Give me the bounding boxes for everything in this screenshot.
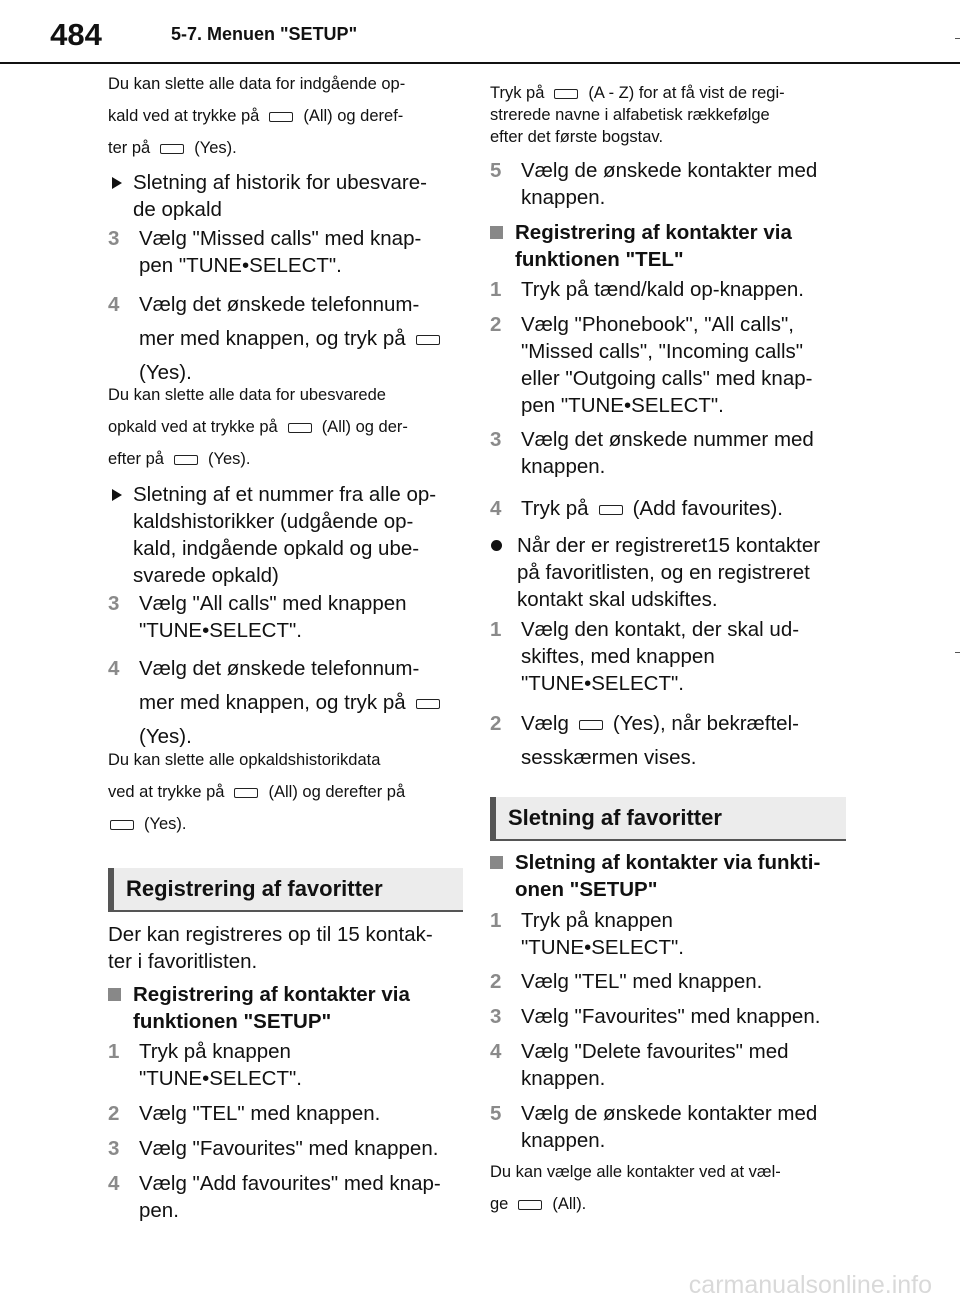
note-outgoing: Du kan slette alle data for indgående op- kald ved at trykke på (All) og deref- ter på (Yes).	[108, 75, 406, 157]
page-header	[0, 0, 960, 64]
subheading-missed-calls: Sletning af historik for ubesvare- de opkald	[108, 169, 463, 223]
header-rule	[0, 62, 960, 64]
dot-bullet-icon	[491, 540, 502, 551]
step-4-delete: 4 Vælg "Delete favourites" med knappen.	[490, 1040, 789, 1090]
page-edge-mark	[955, 38, 960, 39]
step-1-replace: 1 Vælg den kontakt, der skal ud- skiftes, med knappen "TUNE•SELECT".	[490, 618, 800, 695]
subheading-all-histories: Sletning af et nummer fra alle op- kaldshistorikker (udgående op- kald, indgående opkald og ube- svarede opkald)	[108, 481, 463, 589]
step-3-all: 3 Vælg "All calls" med knappen "TUNE•SELECT".	[108, 592, 407, 642]
page-edge-mark	[955, 652, 960, 653]
step-2-tel: 2 Vælg "Phonebook", "All calls", "Missed calls", "Incoming calls" eller "Outgoing calls" med knap- pen "TUNE•SELECT".	[490, 313, 813, 417]
yes-button-icon	[416, 699, 440, 709]
subheading-delete-setup: Sletning af kontakter via funkti- onen "SETUP"	[490, 849, 846, 903]
step-3-missed: 3 Vælg "Missed calls" med knap- pen "TUNE•SELECT".	[108, 227, 422, 277]
yes-button-icon	[579, 720, 603, 730]
step-3-tel: 3 Vælg det ønskede nummer med knappen.	[490, 428, 814, 478]
step-4-all: 4 Vælg det ønskede telefonnum- mer med knappen, og tryk på (Yes).	[108, 652, 463, 754]
note-a-z: Tryk på (A - Z) for at få vist de regi- strerede navne i alfabetisk rækkefølge efter det første bogstav.	[490, 84, 785, 146]
replace-contact-note: Når der er registreret15 kontakter på favoritlisten, og en registreret kontakt skal udskiftes.	[490, 532, 846, 613]
step-1-tel: 1 Tryk på tænd/kald op-knappen.	[490, 278, 804, 301]
step-1-setup: 1 Tryk på knappen "TUNE•SELECT".	[108, 1040, 302, 1090]
heading-register-favourites: Registrering af favoritter	[108, 868, 463, 912]
note-all-histories: Du kan slette alle opkaldshistorikdata ved at trykke på (All) og derefter på (Yes).	[108, 751, 406, 833]
watermark	[0, 1267, 960, 1297]
step-5-delete: 5 Vælg de ønskede kontakter med knappen.	[490, 1102, 818, 1152]
note-missed: Du kan slette alle data for ubesvarede opkald ved at trykke på (All) og der- efter på (Yes).	[108, 386, 408, 468]
yes-button-icon	[160, 144, 184, 154]
all-button-icon	[288, 423, 312, 433]
note-select-all: Du kan vælge alle kontakter ved at væl- ge (All).	[490, 1163, 781, 1213]
a-z-button-icon	[554, 89, 578, 99]
heading-delete-favourites: Sletning af favoritter	[490, 797, 846, 841]
step-1-delete: 1 Tryk på knappen "TUNE•SELECT".	[490, 909, 684, 959]
arrow-bullet-icon	[112, 177, 122, 189]
yes-button-icon	[416, 335, 440, 345]
step-2-setup: 2 Vælg "TEL" med knappen.	[108, 1102, 381, 1125]
watermark-text: carmanualsonline.info	[688, 1271, 932, 1299]
square-bullet-icon	[490, 226, 503, 239]
step-5-select: 5 Vælg de ønskede kontakter med knappen.	[490, 159, 818, 209]
step-2-delete: 2 Vælg "TEL" med knappen.	[490, 970, 763, 993]
yes-button-icon	[174, 455, 198, 465]
square-bullet-icon	[108, 988, 121, 1001]
step-3-delete: 3 Vælg "Favourites" med knappen.	[490, 1005, 821, 1028]
square-bullet-icon	[490, 856, 503, 869]
all-button-icon	[234, 788, 258, 798]
all-button-icon	[269, 112, 293, 122]
arrow-bullet-icon	[112, 489, 122, 501]
step-4-tel: 4 Tryk på (Add favourites).	[490, 497, 783, 520]
page-number: 484	[50, 17, 102, 52]
subheading-setup: Registrering af kontakter via funktionen "SETUP"	[108, 981, 463, 1035]
yes-button-icon	[110, 820, 134, 830]
section-title: 5-7. Menuen "SETUP"	[171, 24, 358, 44]
intro-text: Der kan registreres op til 15 kontak- ter i favoritlisten.	[108, 923, 433, 973]
step-2-replace: 2 Vælg (Yes), når bekræftel- sesskærmen vises.	[490, 712, 799, 769]
step-4-setup: 4 Vælg "Add favourites" med knap- pen.	[108, 1172, 441, 1222]
all-button-icon	[518, 1200, 542, 1210]
step-3-setup: 3 Vælg "Favourites" med knappen.	[108, 1137, 439, 1160]
subheading-tel: Registrering af kontakter via funktionen "TEL"	[490, 219, 846, 273]
add-favourites-button-icon	[599, 505, 623, 515]
step-4-missed: 4 Vælg det ønskede telefonnum- mer med knappen, og tryk på (Yes).	[108, 288, 463, 390]
